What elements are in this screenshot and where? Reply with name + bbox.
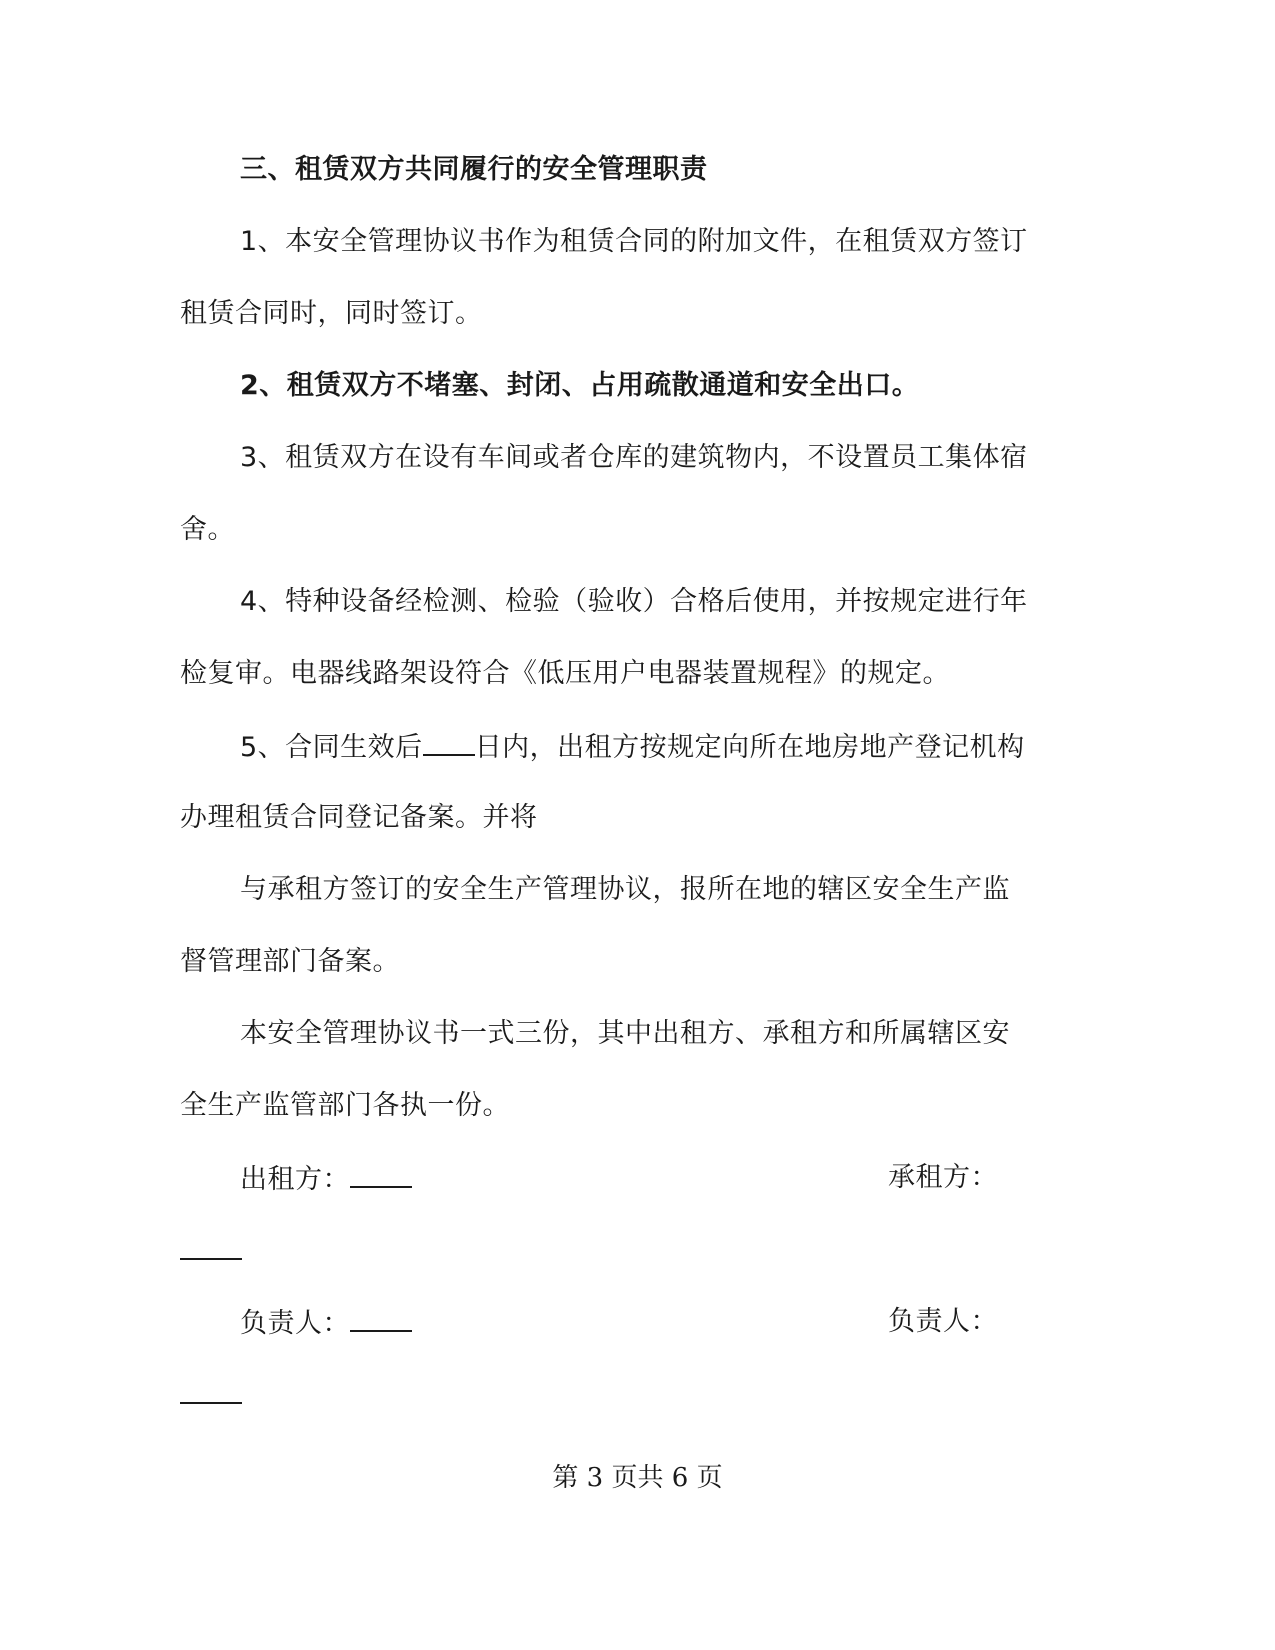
item-5-text-a: 5、合同生效后	[240, 732, 423, 763]
item-5-line-1	[240, 728, 1025, 766]
closing-line-1: 本安全管理协议书一式三份，其中出租方、承租方和所属辖区安	[240, 1018, 1010, 1049]
lessee-rep-signature-line	[180, 1376, 242, 1414]
item-1-line-2: 租赁合同时，同时签订。	[180, 298, 483, 329]
lessee-label: 承租方：	[888, 1162, 998, 1193]
item-5-line-3: 与承租方签订的安全生产管理协议，报所在地的辖区安全生产监	[240, 874, 1010, 905]
lessor-rep-signature	[240, 1304, 412, 1342]
item-4-line-2: 检复审。电器线路架设符合《低压用户电器装置规程》的规定。	[180, 658, 950, 689]
item-3-line-1: 3、租赁双方在设有车间或者仓库的建筑物内，不设置员工集体宿	[240, 442, 1028, 473]
lessor-rep-label: 负责人：	[240, 1308, 350, 1339]
lessee-rep-blank	[180, 1376, 242, 1404]
lessor-rep-blank	[350, 1304, 412, 1332]
lessee-rep-label: 负责人：	[888, 1306, 998, 1337]
lessor-label: 出租方：	[240, 1164, 350, 1195]
page-number: 第 3 页共 6 页	[552, 1463, 723, 1493]
item-1-line-1: 1、本安全管理协议书作为租赁合同的附加文件，在租赁双方签订	[240, 226, 1028, 257]
lessee-signature-line	[180, 1232, 242, 1270]
item-5-line-4: 督管理部门备案。	[180, 946, 400, 977]
lessee-blank	[180, 1232, 242, 1260]
lessor-signature	[240, 1160, 412, 1198]
days-blank	[423, 728, 475, 756]
item-2: 2、租赁双方不堵塞、封闭、占用疏散通道和安全出口。	[240, 370, 920, 401]
item-3-line-2: 舍。	[180, 514, 235, 545]
section-heading: 三、租赁双方共同履行的安全管理职责	[240, 154, 708, 185]
item-5-line-2: 办理租赁合同登记备案。并将	[180, 802, 538, 833]
item-5-text-b: 日内，出租方按规定向所在地房地产登记机构	[474, 732, 1025, 763]
lessor-blank	[350, 1160, 412, 1188]
item-4-line-1: 4、特种设备经检测、检验（验收）合格后使用，并按规定进行年	[240, 586, 1028, 617]
closing-line-2: 全生产监管部门各执一份。	[180, 1090, 510, 1121]
